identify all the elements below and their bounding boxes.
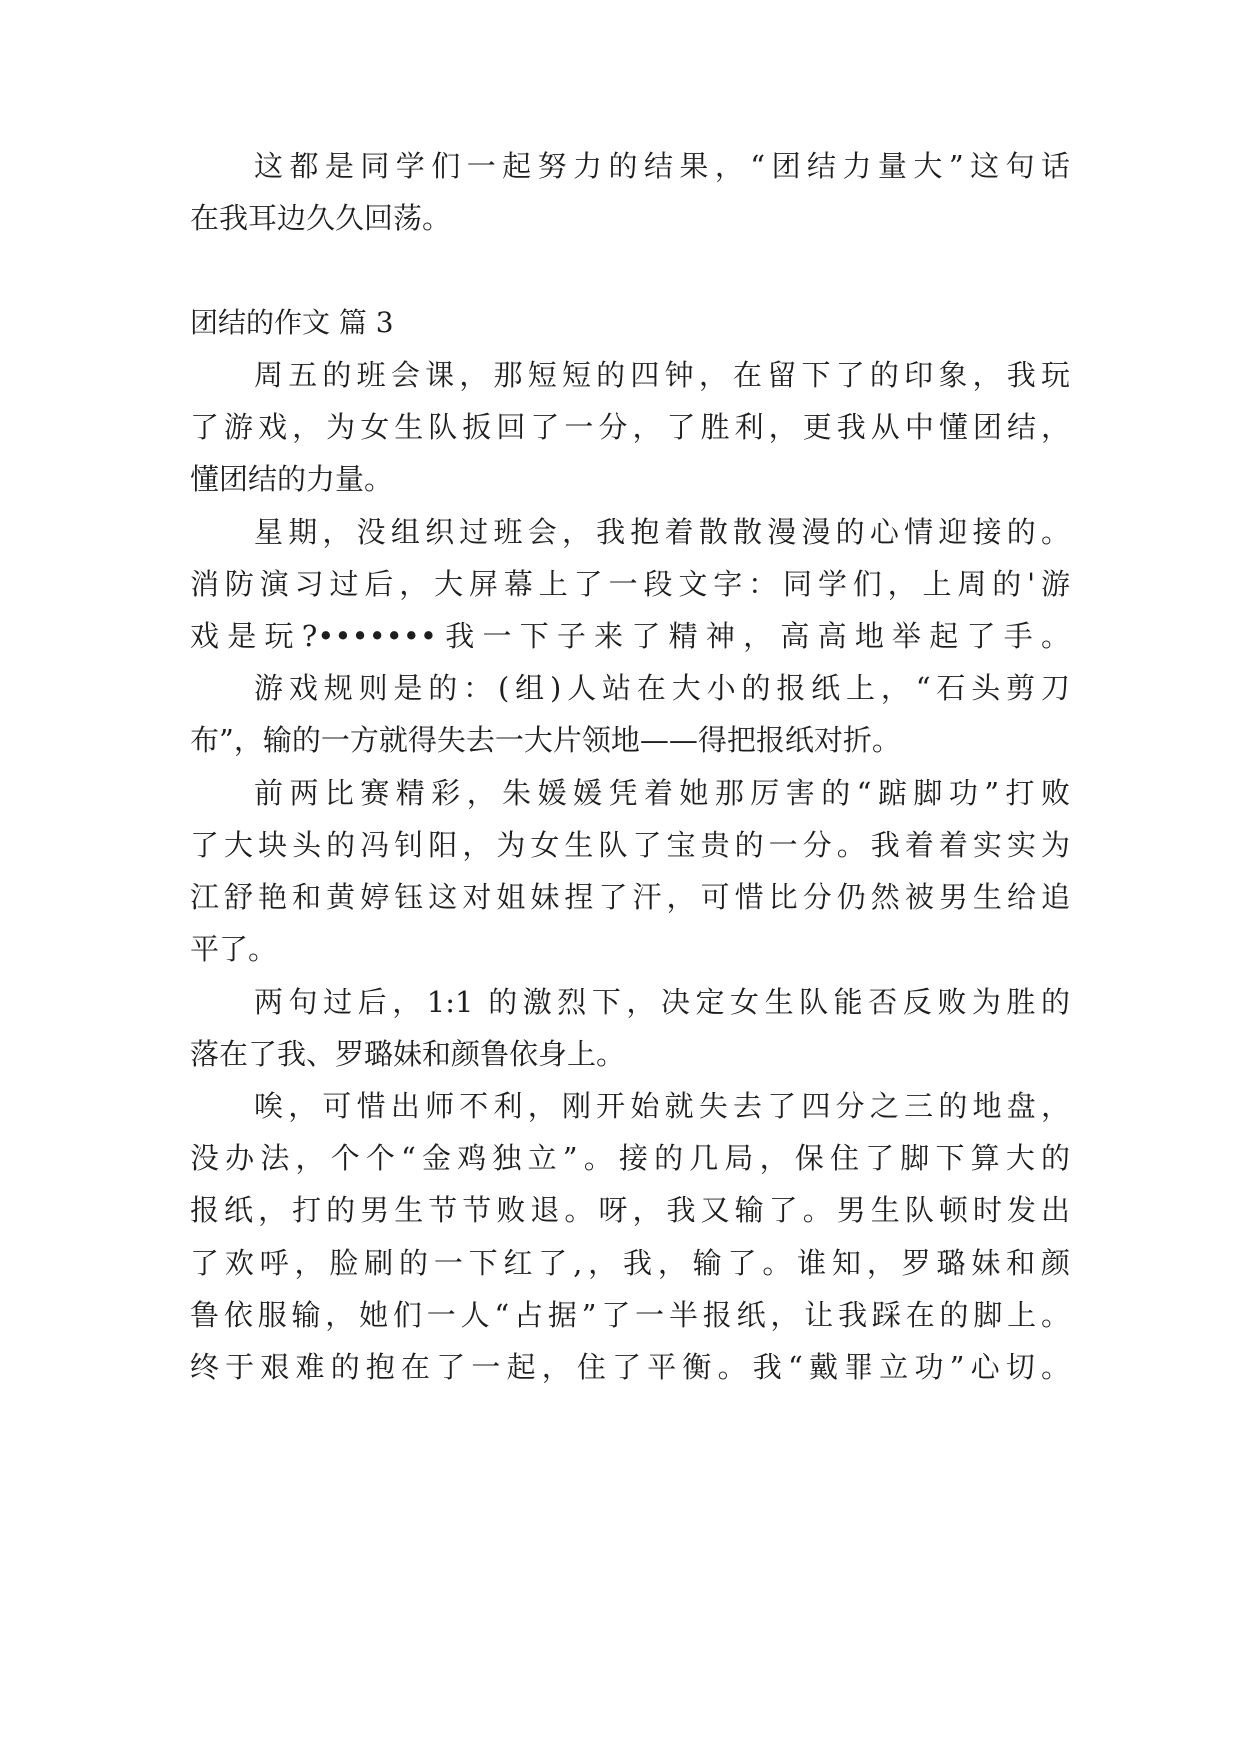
paragraph-line: 鲁依服输，她们一人“占据”了一半报纸，让我踩在的脚上。 — [190, 1298, 1070, 1332]
paragraph-line: 了游戏，为女生队扳回了一分，了胜利，更我从中懂团结， — [190, 410, 1070, 444]
paragraph-line: 平了。 — [190, 932, 278, 966]
paragraph-line: 终于艰难的抱在了一起，住了平衡。我“戴罪立功”心切。 — [190, 1350, 1070, 1384]
paragraph-line: 江舒艳和黄婷钰这对姐妹捏了汗，可惜比分仍然被男生给追 — [190, 880, 1070, 914]
paragraph-line: 落在了我、罗璐妹和颜鲁依身上。 — [190, 1037, 626, 1071]
paragraph-line: 这都是同学们一起努力的结果，“团结力量大”这句话 — [254, 149, 1070, 183]
paragraph-line: 在我耳边久久回荡。 — [190, 201, 452, 235]
paragraph-line: 没办法，个个“金鸡独立”。接的几局，保住了脚下算大的 — [190, 1141, 1070, 1175]
paragraph-line: 星期，没组织过班会，我抱着散散漫漫的心情迎接的。 — [254, 515, 1070, 549]
paragraph-line: 周五的班会课，那短短的四钟，在留下了的印象，我玩 — [254, 358, 1070, 392]
paragraph-line: 消防演习过后，大屏幕上了一段文字：同学们，上周的'游 — [190, 567, 1070, 601]
paragraph-line: 戏是玩?•••••••我一下子来了精神，高高地举起了手。 — [190, 619, 1070, 653]
paragraph-line: 游戏规则是的：(组)人站在大小的报纸上，“石头剪刀 — [254, 671, 1070, 705]
paragraph-line: 布”，输的一方就得失去一大片领地——得把报纸对折。 — [190, 723, 901, 757]
paragraph-line: 了大块头的冯钊阳，为女生队了宝贵的一分。我着着实实为 — [190, 828, 1070, 862]
paragraph-line: 唉，可惜出师不利，刚开始就失去了四分之三的地盘， — [254, 1089, 1070, 1123]
paragraph-line: 两句过后，1:1 的激烈下，决定女生队能否反败为胜的 — [254, 985, 1070, 1019]
paragraph-line: 了欢呼，脸刷的一下红了,，我，输了。谁知，罗璐妹和颜 — [190, 1246, 1070, 1280]
section-heading: 团结的作文 篇 3 — [190, 306, 394, 339]
paragraph-line: 懂团结的力量。 — [190, 462, 394, 496]
paragraph-line: 前两比赛精彩，朱媛媛凭着她那厉害的“踮脚功”打败 — [254, 776, 1070, 810]
paragraph-line: 报纸，打的男生节节败退。呀，我又输了。男生队顿时发出 — [190, 1193, 1070, 1227]
